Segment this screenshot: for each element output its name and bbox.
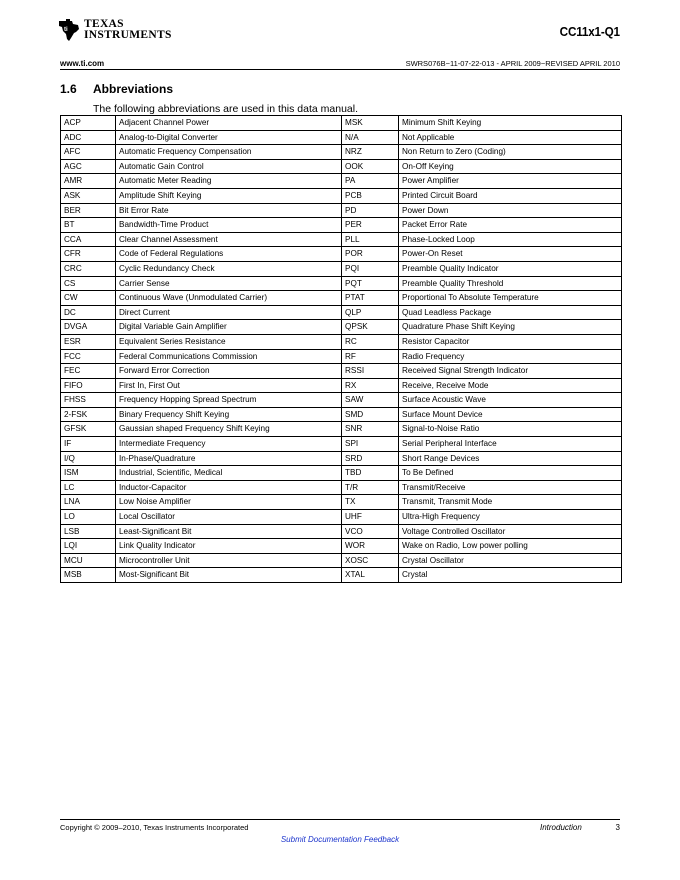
definition-cell: Non Return to Zero (Coding) bbox=[399, 145, 622, 160]
revision-info: SWRS076B−11-07-22-013 - APRIL 2009−REVISED APRIL 2010 bbox=[405, 59, 620, 68]
abbreviation-cell: LC bbox=[61, 480, 116, 495]
definition-cell: Gaussian shaped Frequency Shift Keying bbox=[116, 422, 342, 437]
abbreviation-cell: MSB bbox=[61, 568, 116, 583]
definition-cell: Low Noise Amplifier bbox=[116, 495, 342, 510]
abbreviation-cell: XTAL bbox=[342, 568, 399, 583]
abbreviation-cell: FCC bbox=[61, 349, 116, 364]
definition-cell: Digital Variable Gain Amplifier bbox=[116, 320, 342, 335]
definition-cell: Automatic Frequency Compensation bbox=[116, 145, 342, 160]
abbreviation-cell: LO bbox=[61, 510, 116, 525]
abbreviation-cell: POR bbox=[342, 247, 399, 262]
definition-cell: Serial Peripheral Interface bbox=[399, 437, 622, 452]
table-row bbox=[61, 291, 622, 306]
definition-cell: Transmit, Transmit Mode bbox=[399, 495, 622, 510]
definition-cell: Cyclic Redundancy Check bbox=[116, 261, 342, 276]
table-row bbox=[61, 524, 622, 539]
abbreviation-cell: FIFO bbox=[61, 378, 116, 393]
definition-cell: Forward Error Correction bbox=[116, 364, 342, 379]
definition-cell: Federal Communications Commission bbox=[116, 349, 342, 364]
definition-cell: Crystal Oscillator bbox=[399, 553, 622, 568]
table-row bbox=[61, 320, 622, 335]
abbreviation-cell: SPI bbox=[342, 437, 399, 452]
abbreviation-cell: VCO bbox=[342, 524, 399, 539]
table-row bbox=[61, 174, 622, 189]
definition-cell: First In, First Out bbox=[116, 378, 342, 393]
section-number: 1.6 bbox=[60, 82, 77, 96]
definition-cell: Continuous Wave (Unmodulated Carrier) bbox=[116, 291, 342, 306]
definition-cell: Phase-Locked Loop bbox=[399, 232, 622, 247]
definition-cell: Surface Mount Device bbox=[399, 407, 622, 422]
abbreviation-cell: QPSK bbox=[342, 320, 399, 335]
abbreviation-cell: AGC bbox=[61, 159, 116, 174]
definition-cell: Signal-to-Noise Ratio bbox=[399, 422, 622, 437]
table-row bbox=[61, 451, 622, 466]
footer-section-name: Introduction bbox=[540, 823, 582, 832]
table-row bbox=[61, 378, 622, 393]
abbreviation-cell: CS bbox=[61, 276, 116, 291]
table-row bbox=[61, 349, 622, 364]
abbreviation-cell: RF bbox=[342, 349, 399, 364]
abbreviation-cell: BT bbox=[61, 218, 116, 233]
abbreviations-table bbox=[60, 115, 622, 583]
definition-cell: Local Oscillator bbox=[116, 510, 342, 525]
abbreviation-cell: WOR bbox=[342, 539, 399, 554]
definition-cell: Preamble Quality Indicator bbox=[399, 261, 622, 276]
table-row bbox=[61, 188, 622, 203]
table-row bbox=[61, 364, 622, 379]
ti-logo-text bbox=[84, 19, 172, 41]
definition-cell: Equivalent Series Resistance bbox=[116, 334, 342, 349]
table-row bbox=[61, 218, 622, 233]
abbreviation-cell: AFC bbox=[61, 145, 116, 160]
definition-cell: Carrier Sense bbox=[116, 276, 342, 291]
definition-cell: Surface Acoustic Wave bbox=[399, 393, 622, 408]
abbreviation-cell: SAW bbox=[342, 393, 399, 408]
abbreviations-table-body bbox=[61, 116, 622, 583]
ti-logo[interactable] bbox=[58, 18, 172, 42]
abbreviation-cell: PA bbox=[342, 174, 399, 189]
footer-divider bbox=[60, 819, 620, 820]
abbreviation-cell: IF bbox=[61, 437, 116, 452]
table-row bbox=[61, 159, 622, 174]
definition-cell: Direct Current bbox=[116, 305, 342, 320]
table-row bbox=[61, 466, 622, 481]
definition-cell: Wake on Radio, Low power polling bbox=[399, 539, 622, 554]
svg-text:ti: ti bbox=[64, 27, 68, 33]
abbreviation-cell: XOSC bbox=[342, 553, 399, 568]
definition-cell: Most-Significant Bit bbox=[116, 568, 342, 583]
abbreviation-cell: MSK bbox=[342, 116, 399, 131]
abbreviation-cell: CCA bbox=[61, 232, 116, 247]
definition-cell: Transmit/Receive bbox=[399, 480, 622, 495]
abbreviation-cell: FEC bbox=[61, 364, 116, 379]
table-row bbox=[61, 305, 622, 320]
definition-cell: Not Applicable bbox=[399, 130, 622, 145]
definition-cell: Receive, Receive Mode bbox=[399, 378, 622, 393]
abbreviation-cell: UHF bbox=[342, 510, 399, 525]
abbreviation-cell: MCU bbox=[61, 553, 116, 568]
definition-cell: Voltage Controlled Oscillator bbox=[399, 524, 622, 539]
definition-cell: Bit Error Rate bbox=[116, 203, 342, 218]
abbreviation-cell: RX bbox=[342, 378, 399, 393]
table-row bbox=[61, 261, 622, 276]
abbreviation-cell: GFSK bbox=[61, 422, 116, 437]
definition-cell: Received Signal Strength Indicator bbox=[399, 364, 622, 379]
abbreviation-cell: NRZ bbox=[342, 145, 399, 160]
definition-cell: Clear Channel Assessment bbox=[116, 232, 342, 247]
abbreviation-cell: QLP bbox=[342, 305, 399, 320]
abbreviation-cell: PD bbox=[342, 203, 399, 218]
abbreviation-cell: DVGA bbox=[61, 320, 116, 335]
definition-cell: Automatic Gain Control bbox=[116, 159, 342, 174]
table-row bbox=[61, 480, 622, 495]
definition-cell: Resistor Capacitor bbox=[399, 334, 622, 349]
table-row bbox=[61, 203, 622, 218]
definition-cell: Microcontroller Unit bbox=[116, 553, 342, 568]
abbreviation-cell: SMD bbox=[342, 407, 399, 422]
table-row bbox=[61, 510, 622, 525]
definition-cell: To Be Defined bbox=[399, 466, 622, 481]
website-link[interactable]: www.ti.com bbox=[60, 59, 105, 68]
definition-cell: Radio Frequency bbox=[399, 349, 622, 364]
intro-text: The following abbreviations are used in this data manual. bbox=[93, 103, 358, 115]
ti-map-icon bbox=[58, 18, 80, 42]
table-row bbox=[61, 495, 622, 510]
abbreviation-cell: AMR bbox=[61, 174, 116, 189]
abbreviation-cell: PTAT bbox=[342, 291, 399, 306]
table-row bbox=[61, 539, 622, 554]
definition-cell: Inductor-Capacitor bbox=[116, 480, 342, 495]
definition-cell: Power-On Reset bbox=[399, 247, 622, 262]
definition-cell: Frequency Hopping Spread Spectrum bbox=[116, 393, 342, 408]
abbreviation-cell: CW bbox=[61, 291, 116, 306]
submit-feedback-link[interactable]: Submit Documentation Feedback bbox=[280, 835, 400, 844]
abbreviation-cell: PQT bbox=[342, 276, 399, 291]
abbreviation-cell: DC bbox=[61, 305, 116, 320]
definition-cell: In-Phase/Quadrature bbox=[116, 451, 342, 466]
definition-cell: Bandwidth-Time Product bbox=[116, 218, 342, 233]
abbreviation-cell: SNR bbox=[342, 422, 399, 437]
abbreviation-cell: LQI bbox=[61, 539, 116, 554]
abbreviation-cell: ADC bbox=[61, 130, 116, 145]
abbreviation-cell: ISM bbox=[61, 466, 116, 481]
table-row bbox=[61, 568, 622, 583]
abbreviation-cell: LNA bbox=[61, 495, 116, 510]
abbreviation-cell: RSSI bbox=[342, 364, 399, 379]
definition-cell: Link Quality Indicator bbox=[116, 539, 342, 554]
table-row bbox=[61, 130, 622, 145]
abbreviation-cell: LSB bbox=[61, 524, 116, 539]
abbreviation-cell: SRD bbox=[342, 451, 399, 466]
abbreviation-cell: FHSS bbox=[61, 393, 116, 408]
definition-cell: Industrial, Scientific, Medical bbox=[116, 466, 342, 481]
abbreviation-cell: PLL bbox=[342, 232, 399, 247]
logo-line2: INSTRUMENTS bbox=[84, 29, 172, 41]
abbreviation-cell: T/R bbox=[342, 480, 399, 495]
definition-cell: Proportional To Absolute Temperature bbox=[399, 291, 622, 306]
table-row bbox=[61, 145, 622, 160]
abbreviation-cell: ASK bbox=[61, 188, 116, 203]
abbreviation-cell: PQI bbox=[342, 261, 399, 276]
abbreviation-cell: OOK bbox=[342, 159, 399, 174]
definition-cell: Intermediate Frequency bbox=[116, 437, 342, 452]
definition-cell: Least-Significant Bit bbox=[116, 524, 342, 539]
page-number: 3 bbox=[615, 823, 620, 832]
abbreviation-cell: ACP bbox=[61, 116, 116, 131]
abbreviation-cell: CFR bbox=[61, 247, 116, 262]
section-title: Abbreviations bbox=[93, 82, 174, 96]
definition-cell: Ultra-High Frequency bbox=[399, 510, 622, 525]
definition-cell: Amplitude Shift Keying bbox=[116, 188, 342, 203]
abbreviation-cell: CRC bbox=[61, 261, 116, 276]
document-id: CC11x1-Q1 bbox=[559, 24, 620, 39]
abbreviation-cell: TX bbox=[342, 495, 399, 510]
definition-cell: Binary Frequency Shift Keying bbox=[116, 407, 342, 422]
table-row bbox=[61, 247, 622, 262]
definition-cell: Code of Federal Regulations bbox=[116, 247, 342, 262]
table-row bbox=[61, 437, 622, 452]
definition-cell: On-Off Keying bbox=[399, 159, 622, 174]
table-row bbox=[61, 407, 622, 422]
definition-cell: Power Amplifier bbox=[399, 174, 622, 189]
definition-cell: Adjacent Channel Power bbox=[116, 116, 342, 131]
table-row bbox=[61, 553, 622, 568]
table-row bbox=[61, 422, 622, 437]
definition-cell: Quad Leadless Package bbox=[399, 305, 622, 320]
table-row bbox=[61, 232, 622, 247]
definition-cell: Power Down bbox=[399, 203, 622, 218]
copyright-text: Copyright © 2009–2010, Texas Instruments Incorporated bbox=[60, 823, 249, 832]
abbreviation-cell: PER bbox=[342, 218, 399, 233]
abbreviation-cell: BER bbox=[61, 203, 116, 218]
abbreviation-cell: ESR bbox=[61, 334, 116, 349]
definition-cell: Printed Circuit Board bbox=[399, 188, 622, 203]
abbreviation-cell: N/A bbox=[342, 130, 399, 145]
abbreviation-cell: 2-FSK bbox=[61, 407, 116, 422]
definition-cell: Minimum Shift Keying bbox=[399, 116, 622, 131]
abbreviation-cell: RC bbox=[342, 334, 399, 349]
logo-line1: TEXAS bbox=[84, 18, 124, 30]
table-row bbox=[61, 116, 622, 131]
definition-cell: Short Range Devices bbox=[399, 451, 622, 466]
definition-cell: Packet Error Rate bbox=[399, 218, 622, 233]
definition-cell: Preamble Quality Threshold bbox=[399, 276, 622, 291]
definition-cell: Analog-to-Digital Converter bbox=[116, 130, 342, 145]
table-row bbox=[61, 334, 622, 349]
header-divider bbox=[60, 69, 620, 70]
definition-cell: Automatic Meter Reading bbox=[116, 174, 342, 189]
abbreviation-cell: I/Q bbox=[61, 451, 116, 466]
table-row bbox=[61, 393, 622, 408]
abbreviation-cell: PCB bbox=[342, 188, 399, 203]
table-row bbox=[61, 276, 622, 291]
definition-cell: Quadrature Phase Shift Keying bbox=[399, 320, 622, 335]
abbreviation-cell: TBD bbox=[342, 466, 399, 481]
definition-cell: Crystal bbox=[399, 568, 622, 583]
section-heading bbox=[60, 82, 173, 96]
